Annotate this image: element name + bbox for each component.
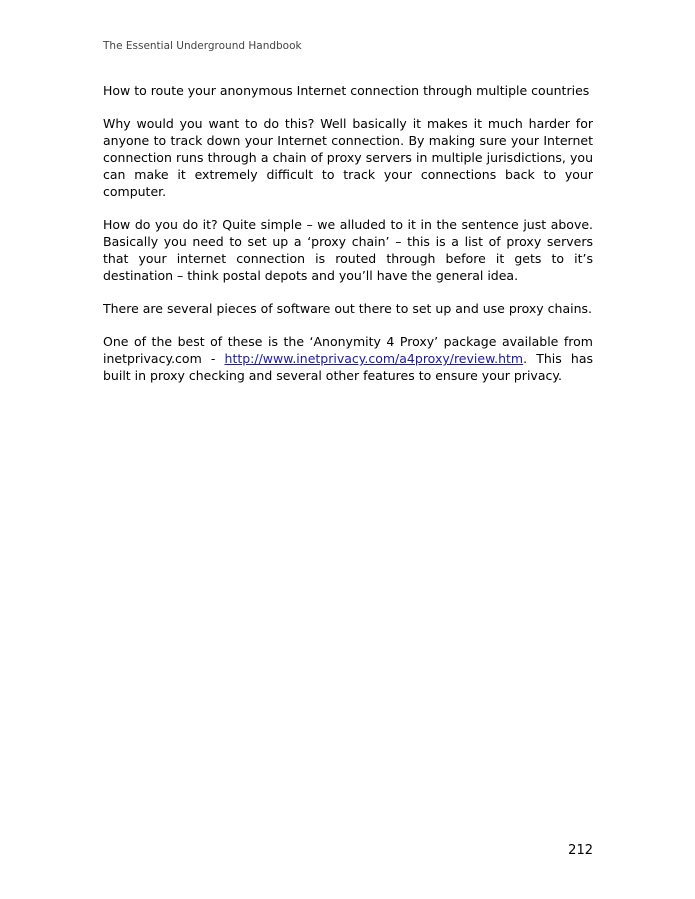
running-header: The Essential Underground Handbook <box>103 40 302 52</box>
section-heading: How to route your anonymous Internet connection through multiple countries <box>103 83 590 98</box>
page-content <box>103 82 593 400</box>
paragraph-text-after-link: . This has built in proxy checking and several other features to ensure your privacy. <box>103 351 593 383</box>
paragraph-text-before-link: One of the best of these is the ‘Anonymity 4 Proxy’ package available from inetprivacy.com - <box>103 334 593 366</box>
paragraph-software: There are several pieces of software out there to set up and use proxy chains. <box>103 301 592 316</box>
paragraph-anonymity-4-proxy <box>103 333 593 384</box>
page-number: 212 <box>568 843 593 858</box>
review-link[interactable]: http://www.inetprivacy.com/a4proxy/review.htm <box>224 351 524 366</box>
paragraph-why: Why would you want to do this? Well basically it makes it much harder for anyone to track down your Internet connection. By making sure your Internet connection runs through a chain of proxy servers in multiple jurisdictions, you can make it extremely difficult to track your connections back to your computer. <box>103 116 593 199</box>
paragraph-how: How do you do it? Quite simple – we alluded to it in the sentence just above. Basically you need to set up a ‘proxy chain’ – this is a list of proxy servers that your internet connection is routed through before it gets to it’s destination – think postal depots and you’ll have the general idea. <box>103 217 593 283</box>
